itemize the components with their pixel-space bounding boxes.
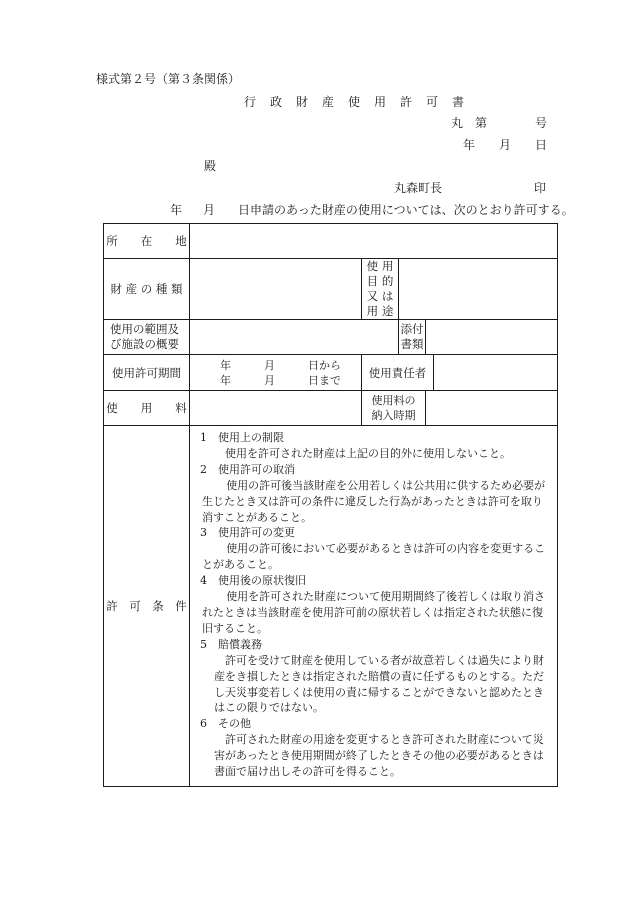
condition-4-heading: 4 使用後の原状復旧 bbox=[200, 574, 306, 588]
scope-label-line2: び施設の概要 bbox=[110, 337, 179, 351]
document-number: 丸 第 号 bbox=[451, 116, 548, 130]
fee-label: 使 用 料 bbox=[104, 391, 190, 426]
condition-2-body: 使用の許可後当該財産を公用若しくは公共用に供するため必要が生じたとき又は許可の条件に違反した行為があったときは許可を取り消すことがあること。 bbox=[202, 478, 546, 524]
fee-payment-label-line2: 納入時期 bbox=[371, 409, 416, 422]
attachment-label-line2: 書類 bbox=[400, 337, 424, 351]
condition-6-body: 許可された財産の用途を変更するとき許可された財産について災害があったとき使用期間が終了したときその他の必要があるときは書面で届け出しその許可を得ること。 bbox=[214, 733, 544, 779]
condition-3-heading: 3 使用許可の変更 bbox=[200, 526, 295, 540]
condition-2-heading: 2 使用許可の取消 bbox=[200, 462, 295, 476]
fee-payment-value bbox=[426, 391, 558, 426]
document-title: 行 政 財 産 使 用 許 可 書 bbox=[244, 95, 466, 109]
condition-3-body: 使用の許可後において必要があるときは許可の内容を変更することがあること。 bbox=[202, 542, 546, 572]
scope-label bbox=[104, 320, 190, 355]
seal-mark: 印 bbox=[534, 181, 547, 195]
row-scope bbox=[104, 320, 558, 355]
purpose-value bbox=[399, 259, 558, 320]
attachment-label-line1: 添付 bbox=[400, 322, 424, 336]
location-value bbox=[190, 224, 558, 259]
issuer-name: 丸森町長 bbox=[394, 181, 443, 195]
statement-year: 年 bbox=[170, 203, 183, 217]
location-label: 所 在 地 bbox=[104, 224, 190, 259]
row-conditions bbox=[104, 426, 558, 787]
condition-5-body: 許可を受けて財産を使用している者が故意若しくは過失により財産をき損したときは指定された賠償の責に任ずるものとする。ただし天災事変若しくは使用の責に帰することができないと認めたときはこの限りではない。 bbox=[214, 653, 544, 715]
responsible-label: 使用責任者 bbox=[362, 355, 434, 391]
period-to: 年 月 日まで bbox=[220, 373, 341, 387]
property-type-value bbox=[190, 259, 362, 320]
condition-4-body: 使用を許可された財産について使用期間終了後若しくは取り消されたときは当該財産を使用許可前の原状若しくは指定された状態に復旧すること。 bbox=[202, 590, 545, 635]
purpose-label bbox=[362, 259, 399, 320]
condition-1-body: 使用を許可された財産は上記の目的外に使用しないこと。 bbox=[225, 446, 511, 460]
condition-6-heading: 6 その他 bbox=[200, 717, 251, 731]
conditions-list bbox=[190, 426, 558, 787]
purpose-label-line1: 使 用 目 的 bbox=[366, 259, 394, 288]
scope-value bbox=[190, 320, 399, 355]
addressee-suffix: 殿 bbox=[204, 159, 217, 173]
attachment-value bbox=[426, 320, 558, 355]
responsible-value bbox=[434, 355, 558, 391]
conditions-label: 許 可 条 件 bbox=[104, 426, 190, 787]
period-label: 使用許可期間 bbox=[104, 355, 190, 391]
scope-label-line1: 使用の範囲及 bbox=[110, 322, 179, 336]
statement-text: 日申請のあった財産の使用については、次のとおり許可する。 bbox=[238, 203, 574, 217]
purpose-label-line2: 又 は 用 途 bbox=[366, 289, 394, 318]
issue-date: 年 月 日 bbox=[463, 138, 548, 152]
fee-value bbox=[190, 391, 362, 426]
permit-table bbox=[103, 223, 558, 787]
attachment-label bbox=[399, 320, 426, 355]
property-type-label: 財 産 の 種 類 bbox=[104, 259, 190, 320]
row-period bbox=[104, 355, 558, 391]
fee-payment-label bbox=[362, 391, 426, 426]
row-fee bbox=[104, 391, 558, 426]
row-location bbox=[104, 224, 558, 259]
form-number: 様式第２号（第３条関係） bbox=[96, 72, 241, 86]
condition-1-heading: 1 使用上の制限 bbox=[200, 431, 284, 444]
row-property-type bbox=[104, 259, 558, 320]
period-value bbox=[190, 355, 362, 391]
condition-5-heading: 5 賠償義務 bbox=[200, 637, 262, 651]
period-from: 年 月 日から bbox=[220, 358, 341, 372]
statement-month: 月 bbox=[203, 203, 216, 217]
fee-payment-label-line1: 使用料の bbox=[371, 394, 416, 407]
